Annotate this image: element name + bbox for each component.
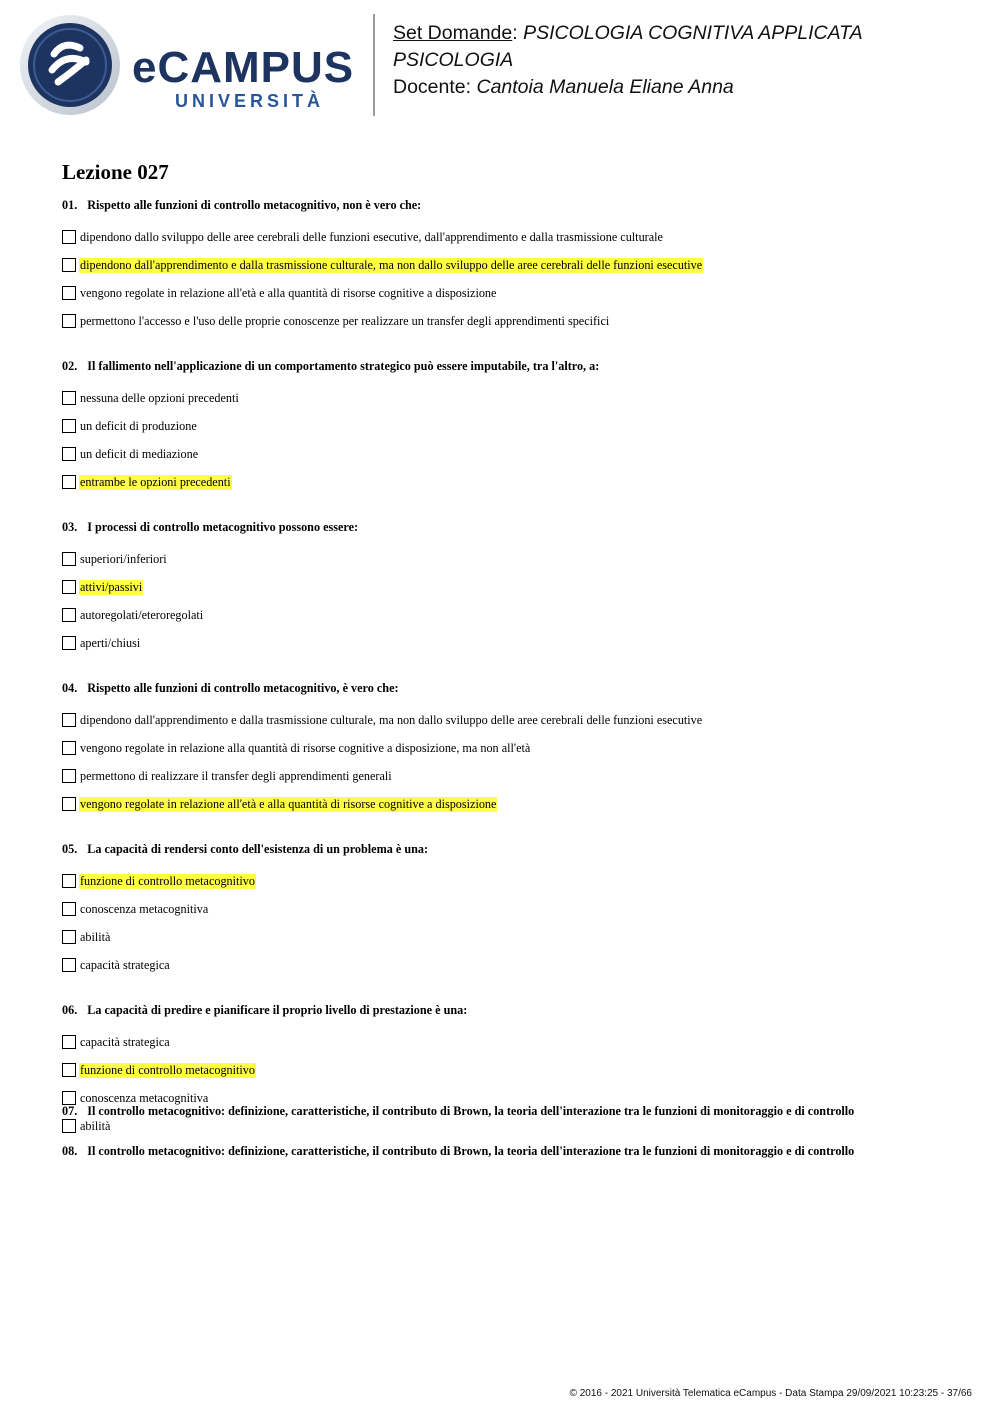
answer-option[interactable] (62, 545, 962, 573)
answer-checkbox[interactable] (62, 552, 76, 566)
answer-option[interactable] (62, 734, 962, 762)
answer-option[interactable] (62, 384, 962, 412)
answer-checkbox[interactable] (62, 902, 76, 916)
lesson-title: Lezione 027 (62, 160, 169, 184)
set-label: Set Domande (393, 22, 513, 44)
answer-option[interactable] (62, 307, 962, 335)
answer-text: permettono di realizzare il transfer degli apprendimenti generali (80, 768, 392, 783)
answer-checkbox[interactable] (62, 286, 76, 300)
answer-text: un deficit di mediazione (80, 446, 199, 461)
answer-option[interactable] (62, 1028, 962, 1056)
question-number: 08. (62, 1144, 78, 1158)
answer-checkbox[interactable] (62, 258, 76, 272)
question-text: Il controllo metacognitivo: definizione, caratteristiche, il contributo di Brown, la teoria dell'interazione tra le funzioni di monitoraggio e di controllo (87, 1144, 855, 1158)
header-info (393, 20, 863, 101)
correct-answer-text: attivi/passivi (80, 579, 143, 594)
question-text: Il controllo metacognitivo: definizione, caratteristiche, il contributo di Brown, la teoria dell'interazione tra le funzioni di monitoraggio e di controllo (87, 1104, 855, 1118)
question-heading (62, 841, 962, 858)
answer-option[interactable] (62, 951, 962, 979)
question-text: I processi di controllo metacognitivo possono essere: (87, 520, 359, 534)
open-question (62, 1103, 854, 1120)
question-list (62, 197, 962, 1163)
answer-text: permettono l'accesso e l'uso delle proprie conoscenze per realizzare un transfer degli apprendimenti specifici (80, 313, 610, 328)
answer-option[interactable] (62, 867, 962, 895)
question-text: La capacità di predire e pianificare il proprio livello di prestazione è una: (87, 1003, 468, 1017)
answer-option[interactable] (62, 573, 962, 601)
answer-option[interactable] (62, 629, 962, 657)
question-text: Il fallimento nell'applicazione di un comportamento strategico può essere imputabile, tra l'altro, a: (87, 359, 600, 373)
answer-checkbox[interactable] (62, 958, 76, 972)
course-title-line1: PSICOLOGIA COGNITIVA APPLICATA (523, 22, 863, 44)
teacher-colon: : (465, 76, 477, 98)
answer-checkbox[interactable] (62, 1035, 76, 1049)
question-heading (62, 197, 962, 214)
answer-option[interactable] (62, 412, 962, 440)
answer-text: dipendono dall'apprendimento e dalla trasmissione culturale, ma non dallo sviluppo delle aree cerebrali delle funzioni esecutive (80, 712, 703, 727)
answer-option[interactable] (62, 790, 962, 818)
answer-text: autoregolati/eteroregolati (80, 607, 204, 622)
answer-text: abilità (80, 929, 111, 944)
correct-answer-text: entrambe le opzioni precedenti (80, 474, 231, 489)
answer-option[interactable] (62, 440, 962, 468)
header-divider (373, 14, 375, 116)
question-number: 06. (62, 1003, 78, 1017)
set-line (393, 20, 863, 47)
question-block (62, 358, 962, 496)
question-text: Rispetto alle funzioni di controllo metacognitivo, non è vero che: (87, 198, 422, 212)
question-block (62, 841, 962, 979)
question-heading (62, 1002, 962, 1019)
answer-checkbox[interactable] (62, 314, 76, 328)
answer-option[interactable] (62, 762, 962, 790)
answer-checkbox[interactable] (62, 874, 76, 888)
answer-checkbox[interactable] (62, 741, 76, 755)
question-text: Rispetto alle funzioni di controllo metacognitivo, è vero che: (87, 681, 399, 695)
set-colon: : (512, 22, 524, 44)
question-number: 02. (62, 359, 78, 373)
answer-text: vengono regolate in relazione all'età e alla quantità di risorse cognitive a disposizione (80, 285, 497, 300)
answer-checkbox[interactable] (62, 230, 76, 244)
question-number: 07. (62, 1104, 78, 1118)
question-number: 03. (62, 520, 78, 534)
answer-text: superiori/inferiori (80, 551, 167, 566)
question-heading (62, 680, 962, 697)
answer-option[interactable] (62, 706, 962, 734)
question-number: 05. (62, 842, 78, 856)
question-text: La capacità di rendersi conto dell'esistenza di un problema è una: (87, 842, 429, 856)
question-block (62, 680, 962, 818)
correct-answer-text: vengono regolate in relazione all'età e alla quantità di risorse cognitive a disposizione (80, 796, 497, 811)
correct-answer-text: funzione di controllo metacognitivo (80, 873, 255, 888)
answer-option[interactable] (62, 223, 962, 251)
answer-option[interactable] (62, 601, 962, 629)
answer-text: capacità strategica (80, 957, 170, 972)
answer-checkbox[interactable] (62, 797, 76, 811)
answer-option[interactable] (62, 923, 962, 951)
answer-checkbox[interactable] (62, 608, 76, 622)
teacher-line (393, 74, 863, 101)
answer-checkbox[interactable] (62, 636, 76, 650)
teacher-name: Cantoia Manuela Eliane Anna (476, 76, 734, 98)
answer-text: un deficit di produzione (80, 418, 197, 433)
answer-text: nessuna delle opzioni precedenti (80, 390, 239, 405)
page-footer: © 2016 - 2021 Università Telematica eCampus - Data Stampa 29/09/2021 10:23:25 - 37/66 (569, 1388, 972, 1399)
answer-checkbox[interactable] (62, 1119, 76, 1133)
answer-checkbox[interactable] (62, 1063, 76, 1077)
answer-text: capacità strategica (80, 1034, 170, 1049)
answer-checkbox[interactable] (62, 930, 76, 944)
ecampus-logo (14, 14, 359, 118)
question-block (62, 197, 962, 335)
answer-checkbox[interactable] (62, 475, 76, 489)
answer-text: aperti/chiusi (80, 635, 141, 650)
answer-text: conoscenza metacognitiva (80, 1090, 209, 1105)
answer-text: vengono regolate in relazione alla quantità di risorse cognitive a disposizione, ma non all'età (80, 740, 531, 755)
answer-checkbox[interactable] (62, 580, 76, 594)
answer-checkbox[interactable] (62, 769, 76, 783)
open-question (62, 1143, 854, 1160)
answer-text: abilità (80, 1118, 111, 1133)
correct-answer-text: dipendono dall'apprendimento e dalla trasmissione culturale, ma non dallo sviluppo delle aree cerebrali delle funzioni esecutive (80, 257, 703, 272)
question-number: 01. (62, 198, 78, 212)
correct-answer-text: funzione di controllo metacognitivo (80, 1062, 255, 1077)
question-heading (62, 358, 962, 375)
logo-wordmark: eCAMPUS (132, 43, 355, 92)
answer-checkbox[interactable] (62, 447, 76, 461)
answer-checkbox[interactable] (62, 391, 76, 405)
answer-option[interactable] (62, 468, 962, 496)
question-block (62, 519, 962, 657)
question-number: 04. (62, 681, 78, 695)
logo-subtext: UNIVERSITÀ (175, 91, 325, 111)
answer-checkbox[interactable] (62, 419, 76, 433)
answer-option[interactable] (62, 1056, 962, 1084)
teacher-label: Docente (393, 76, 466, 98)
course-line2 (393, 47, 863, 74)
answer-option[interactable] (62, 251, 962, 279)
answer-text: dipendono dallo sviluppo delle aree cerebrali delle funzioni esecutive, dall'apprendimento e dalla trasmissione culturale (80, 229, 663, 244)
course-title-line2: PSICOLOGIA (393, 49, 514, 71)
question-heading (62, 519, 962, 536)
answer-option[interactable] (62, 279, 962, 307)
answer-checkbox[interactable] (62, 713, 76, 727)
answer-text: conoscenza metacognitiva (80, 901, 209, 916)
answer-option[interactable] (62, 895, 962, 923)
